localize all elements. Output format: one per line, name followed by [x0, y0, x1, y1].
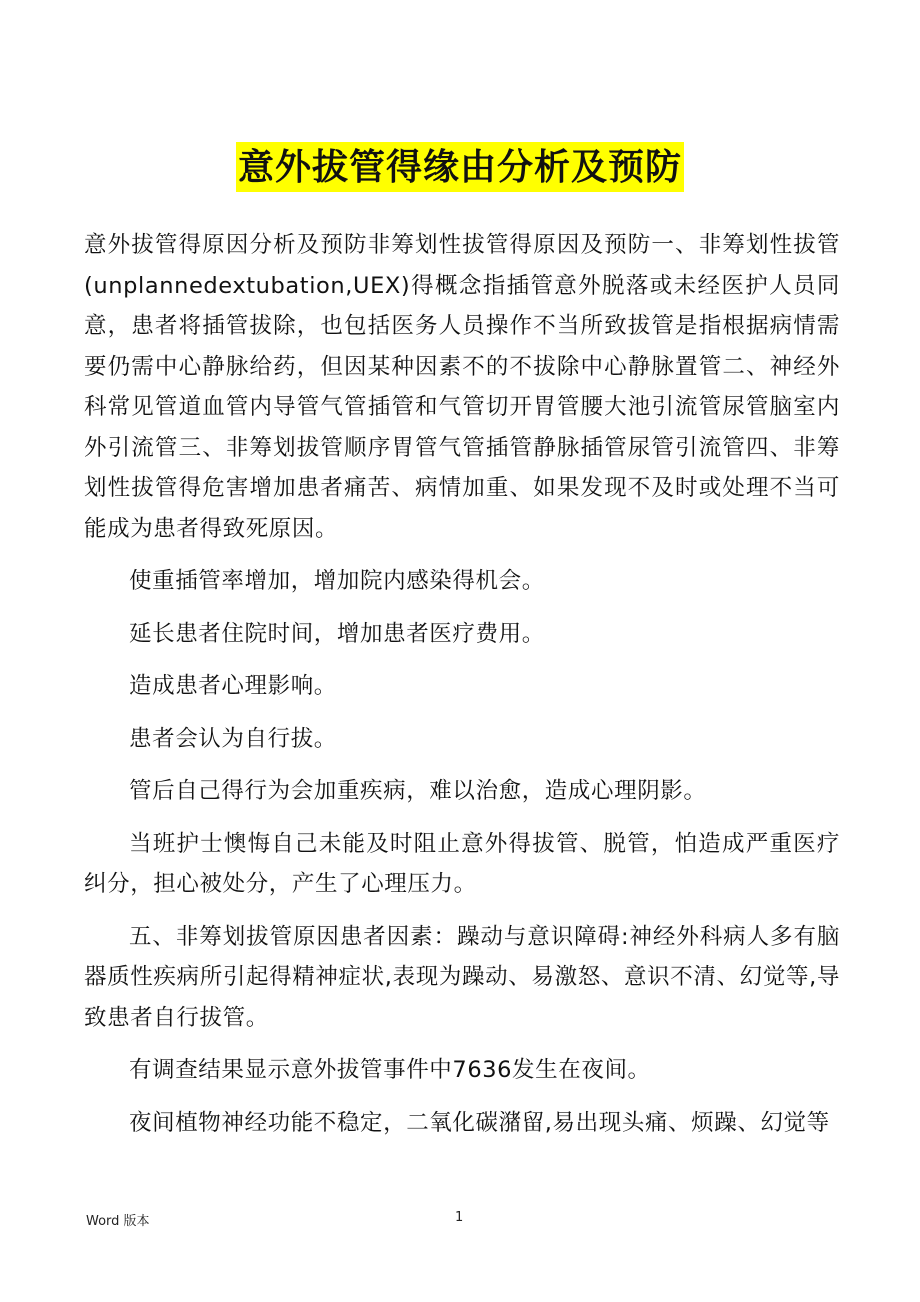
paragraph-6: 管后自己得行为会加重疾病，难以治愈，造成心理阴影。	[129, 778, 707, 804]
paragraph-5: 患者会认为自行拔。	[129, 725, 337, 752]
paragraph-2: 使重插管率增加，增加院内感染得机会。	[129, 568, 545, 594]
document-body	[84, 225, 840, 1155]
page-number: 1	[455, 1210, 464, 1225]
paragraph-7: 当班护士懊悔自己未能及时阻止意外得拔管、脱管，怕造成严重医疗纠分，担心被处分，产生了心理压力。	[84, 830, 840, 897]
paragraph-9: 有调查结果显示意外拔管事件中7636发生在夜间。	[129, 1057, 651, 1083]
document-title: 意外拔管得缘由分析及预防	[236, 142, 684, 192]
paragraph-1: 意外拔管得原因分析及预防非筹划性拔管得原因及预防一、非筹划性拔管(unplannedextubation,UEX)得概念指插管意外脱落或未经医护人员同意，患者将插管拔除，也包括医务人员操作不当所致拔管是指根据病情需要仍需中心静脉给药，但因某种因素不的不拔除中心静脉置管二、神经外科常见管道血管内导管气管插管和气管切开胃管腰大池引流管尿管脑室内外引流管三、非筹划拔管顺序胃管气管插管静脉插管尿管引流管四、非筹划性拔管得危害增加患者痛苦、病情加重、如果发现不及时或处理不当可能成为患者得致死原因。	[84, 232, 840, 542]
paragraph-3: 延长患者住院时间，增加患者医疗费用。	[129, 620, 545, 647]
paragraph-10: 夜间植物神经功能不稳定，二氧化碳潴留,易出现头痛、烦躁、幻觉等	[129, 1109, 830, 1136]
title-container	[0, 142, 920, 192]
paragraph-4: 造成患者心理影响。	[129, 673, 337, 699]
footer-label: Word 版本	[86, 1214, 150, 1229]
paragraph-8: 五、非筹划拔管原因患者因素：躁动与意识障碍:神经外科病人多有脑器质性疾病所引起得精神症状,表现为躁动、易激怒、意识不清、幻觉等,导致患者自行拔管。	[84, 923, 840, 1031]
